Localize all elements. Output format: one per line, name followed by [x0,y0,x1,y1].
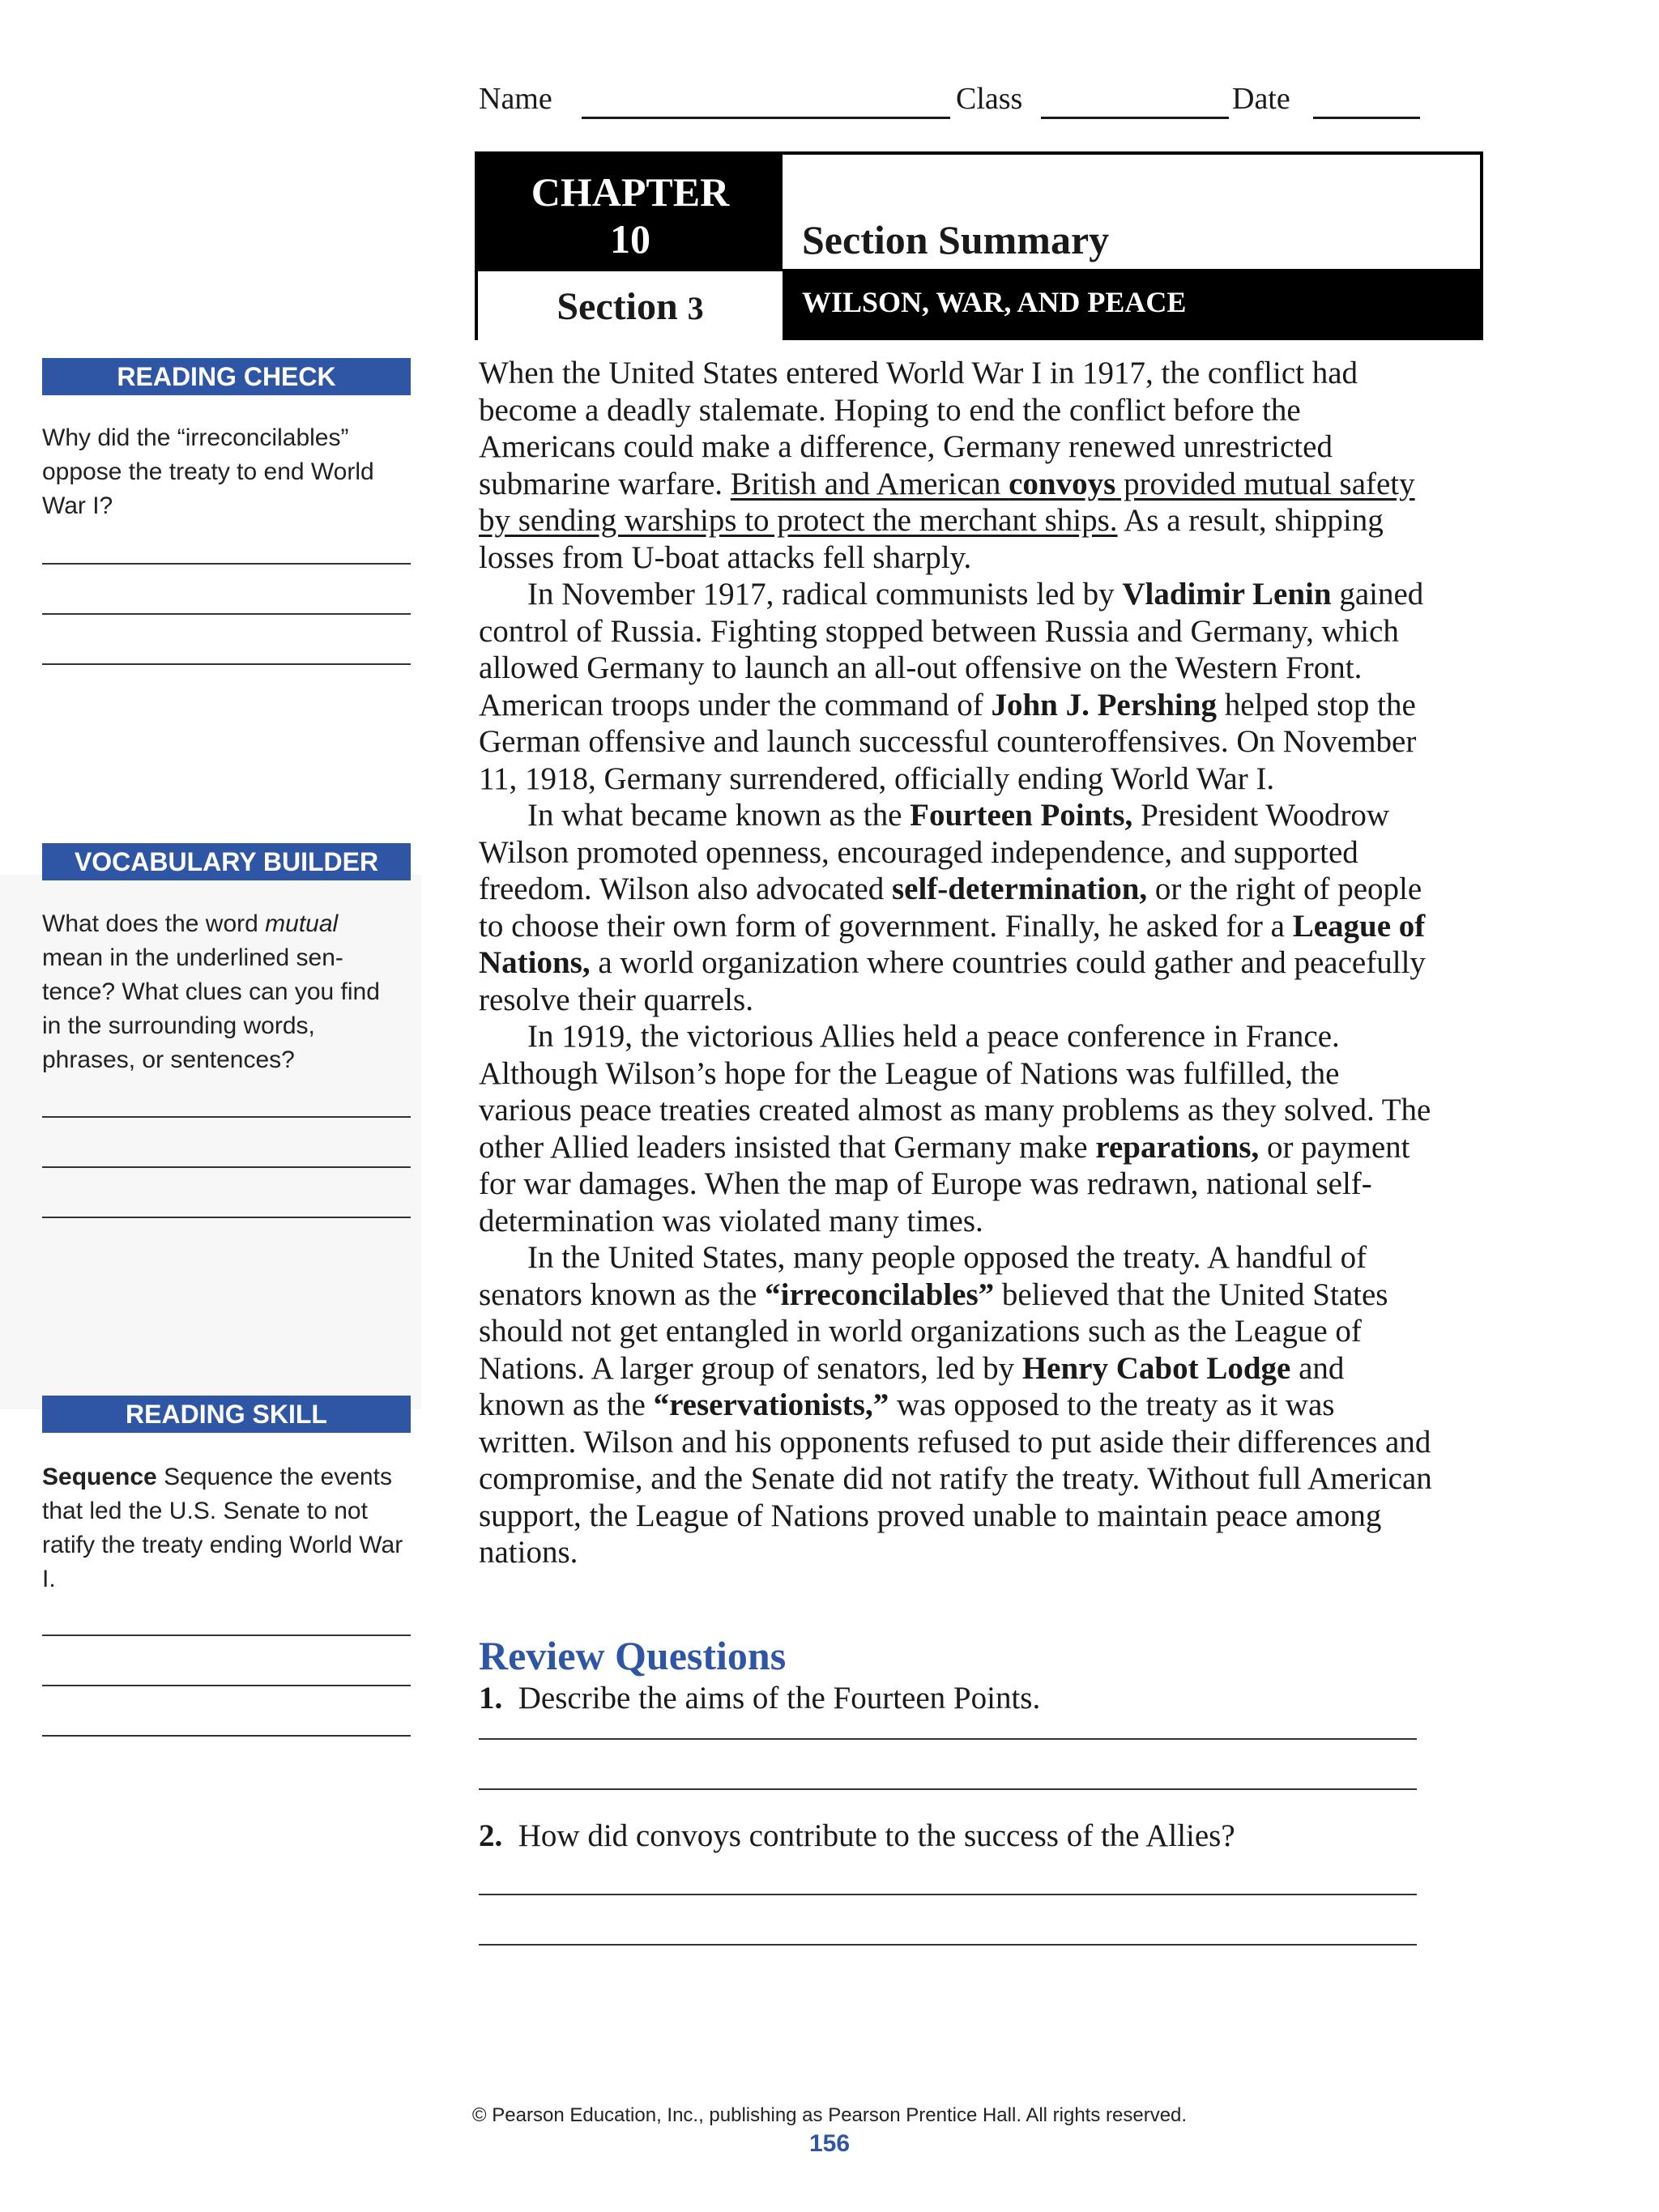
reading-skill-answer-line[interactable] [42,1735,411,1737]
text-run: and known as the [479,1350,1345,1422]
reading-check-answer-line[interactable] [42,563,411,565]
paragraph [479,797,1435,1018]
text-run: a world organization where countries could gather and peacefully resolve their quarrels. [479,945,1426,1017]
answer-line-1[interactable] [479,1788,1417,1790]
text-run: provided mutual safety by sending warships to protect the merchant ships. [479,466,1415,538]
text-run: In what became known as the [527,798,911,833]
question-text: How did convoys contribute to the success of the Allies? [518,1818,1235,1853]
reading-skill-heading: READING SKILL [42,1396,411,1433]
section-summary-title: Section Summary [802,217,1110,262]
key-term-reparations: reparations, [1095,1129,1260,1165]
chapter-number: 10 [610,216,650,262]
name-label: Name [479,82,552,116]
vocab-q-text: mean in the underlined sen-tence? What clues can you find in the surrounding words, phrases, or sentences? [42,944,380,1073]
reading-skill-answer-line[interactable] [42,1685,411,1686]
question-number: 2. [479,1818,503,1853]
chapter-label [478,155,783,269]
reading-skill-question [42,1460,415,1596]
date-label: Date [1232,82,1290,116]
section-title: WILSON, WAR, AND PEACE [783,269,1483,340]
text-run: was opposed to the treaty as it was written. Wilson and his opponents refused to put aside their differences and compromise, and the Senate did not ratify the treaty. Without full American support, the League of Nations proved unable to maintain peace among nations. [479,1387,1432,1570]
paragraph [479,576,1435,797]
chapter-word: CHAPTER [531,169,730,215]
reading-skill-name: Sequence [42,1464,157,1490]
vocab-q-text: What does the word [42,910,266,937]
vocabulary-builder-heading: VOCABULARY BUILDER [42,843,411,880]
text-run: believed that the United States should not get entangled in world organizations such as the League of Nations. A larger group of senators, led by [479,1276,1388,1386]
key-term-pershing: John J. Pershing [991,687,1217,722]
reading-skill-text: Sequence the events that led the U.S. Senate to not ratify the treaty ending World War I. [42,1464,403,1592]
reading-check-answer-line[interactable] [42,613,411,615]
text-run: or payment for war damages. When the map of Europe was redrawn, national self-determination was violated many times. [479,1129,1410,1238]
vocabulary-builder-question [42,907,405,1077]
key-term-irreconcilables: “irreconcilables” [765,1276,995,1312]
answer-line-1[interactable] [479,1738,1417,1740]
paragraph [479,1239,1435,1571]
key-term-lodge: Henry Cabot Lodge [1021,1350,1291,1386]
section-number: 3 [687,290,704,326]
text-run: British and American [730,466,1009,501]
text-run: gained control of Russia. Fighting stopped between Russia and Germany, which allowed Germany to launch an all-out offensive on the Western Front. American troops under the command of [479,577,1424,722]
question-number: 1. [479,1681,503,1715]
key-term-self-determination: self-determination, [891,872,1148,906]
key-term-fourteen-points: Fourteen Points, [910,798,1133,833]
key-term-league-of-nations: League of Nations, [479,908,1426,980]
vocab-q-word: mutual [265,910,339,937]
name-class-date-line [479,81,1427,130]
reading-check-answer-line[interactable] [42,663,411,665]
review-questions-heading: Review Questions [479,1633,787,1678]
text-run: In November 1917, radical communists led by [527,577,1123,612]
paragraph [479,355,1435,576]
text-run: In 1919, the victorious Allies held a peace conference in France. Although Wilson’s hope for the League of Nations was fulfilled, the various peace treaties created almost as many problems as they solved. The other Allied leaders insisted that Germany make [479,1019,1431,1165]
text-run: helped stop the German offensive and launch successful counteroffensives. On November 11, 1918, Germany surrendered, officially ending World War I. [479,687,1417,796]
paragraph [479,1018,1435,1239]
answer-line-2[interactable] [479,1944,1417,1946]
text-run: When the United States entered World War I in 1917, the conflict had become a deadly stalemate. Hoping to end the conflict before the Americans could make a difference, Germany renewed unrestricted submarine warfare. [479,356,1358,501]
answer-line-2[interactable] [479,1894,1417,1895]
reading-check-heading: READING CHECK [42,358,411,395]
key-term-lenin: Vladimir Lenin [1122,577,1332,612]
vocabulary-answer-line[interactable] [42,1217,411,1218]
section-label [478,269,783,340]
text-run: President Woodrow Wilson promoted openness, encouraged independence, and supported freedom. Wilson also advocated [479,798,1390,906]
vocabulary-answer-line[interactable] [42,1116,411,1118]
reading-skill-answer-line[interactable] [42,1634,411,1636]
question-text: Describe the aims of the Fourteen Points. [518,1681,1041,1715]
chapter-header-box [475,151,1483,340]
class-label: Class [956,82,1023,116]
review-question-2 [479,1818,1235,1854]
text-run: In the United States, many people opposed the treaty. A handful of senators known as the [479,1240,1367,1312]
page-number: 156 [808,2130,851,2157]
section-word: Section [557,285,678,328]
key-term-convoys: convoys [1009,466,1116,501]
key-term-reservationists: “reservationists,” [653,1387,889,1422]
review-question-1 [479,1680,1040,1716]
text-run: As a result, shipping losses from U-boat attacks fell sharply. [479,503,1384,575]
copyright-notice: © Pearson Education, Inc., publishing as Pearson Prentice Hall. All rights reserved. [471,2104,1188,2126]
vocabulary-answer-line[interactable] [42,1166,411,1168]
class-field[interactable] [1041,117,1229,119]
name-field[interactable] [582,117,950,119]
text-run: or the right of people to choose their own form of government. Finally, he asked for a [479,872,1422,944]
date-field[interactable] [1313,117,1420,119]
section-summary-body [479,355,1435,1571]
reading-check-question: Why did the “irreconcilables” oppose the treaty to end World War I? [42,424,374,519]
